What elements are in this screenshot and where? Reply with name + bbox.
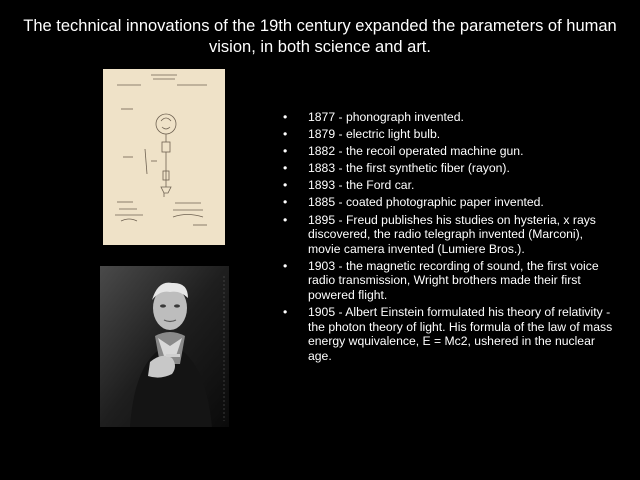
edison-portrait-photo (100, 266, 229, 427)
list-item: • 1893 - the Ford car. (283, 178, 613, 193)
light-bulb-patent-image (103, 69, 225, 245)
patent-drawing (103, 69, 225, 245)
list-item: • 1905 - Albert Einstein formulated his theory of relativity - the photon theory of light. His formula of the law of mass energy wquivalence, E = Mc2, ushered in the nuclear age. (283, 305, 613, 363)
list-item: • 1903 - the magnetic recording of sound, the first voice radio transmission, Wright brothers made their first powered flight. (283, 259, 613, 303)
list-item: • 1885 - coated photographic paper invented. (283, 195, 613, 210)
list-item: • 1879 - electric light bulb. (283, 127, 613, 142)
list-item: • 1895 - Freud publishes his studies on hysteria, x rays discovered, the radio telegraph invented (Marconi), movie camera invented (Lumiere Bros.). (283, 213, 613, 257)
list-item: • 1883 - the first synthetic fiber (rayon). (283, 161, 613, 176)
portrait-drawing (100, 266, 229, 427)
list-item: • 1877 - phonograph invented. (283, 110, 613, 125)
timeline-bullet-list (283, 110, 613, 366)
slide-title: The technical innovations of the 19th century expanded the parameters of human vision, in both science and art. (23, 17, 617, 56)
list-item: • 1882 - the recoil operated machine gun. (283, 144, 613, 159)
